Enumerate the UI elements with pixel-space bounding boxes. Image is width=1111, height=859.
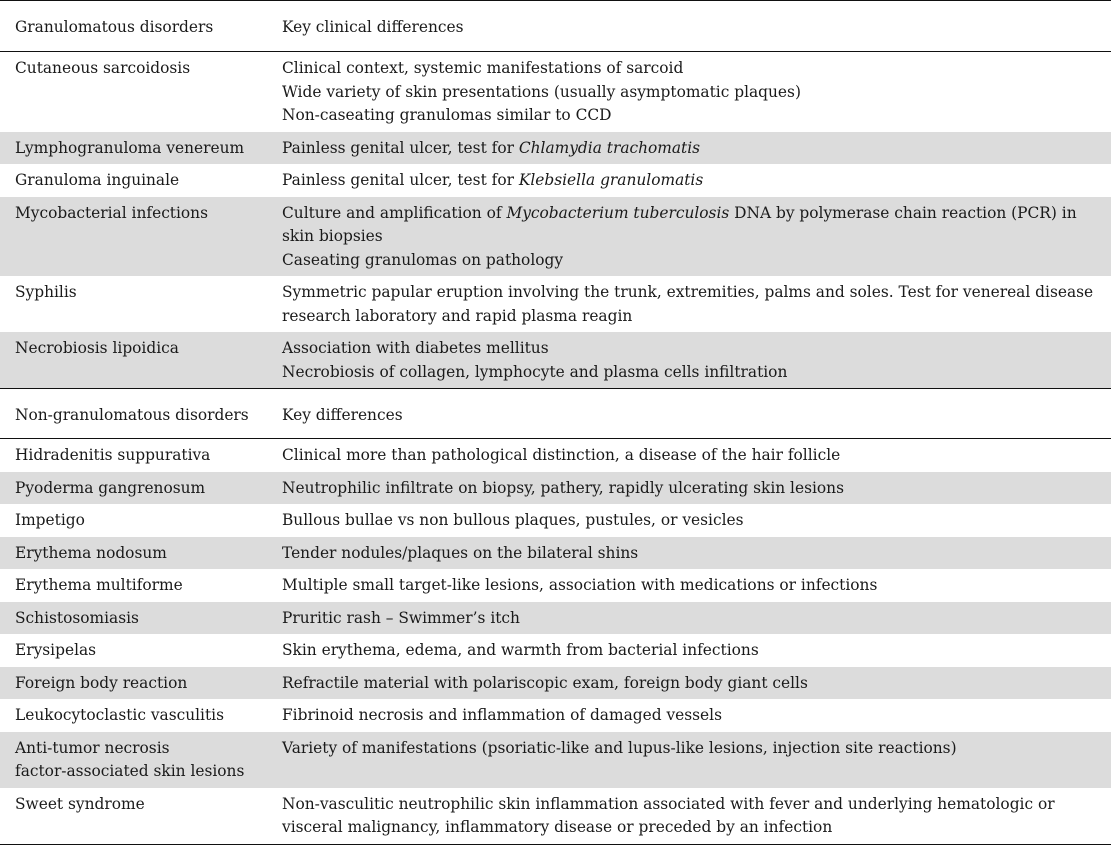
difference-line (282, 607, 1097, 631)
table-row (0, 504, 1111, 537)
differences-cell (266, 737, 1111, 784)
table-row (0, 788, 1111, 844)
differences-cell (266, 281, 1111, 328)
disorder-name: Impetigo (15, 511, 85, 529)
differences-cell (266, 202, 1111, 273)
differences-cell (266, 137, 1111, 161)
difference-text: Caseating granulomas on pathology (282, 250, 564, 269)
table-row (0, 732, 1111, 788)
difference-text: Wide variety of skin presentations (usually asymptomatic plaques) (282, 82, 801, 101)
difference-line (282, 737, 1097, 761)
differences-cell (266, 509, 1111, 533)
table-row (0, 276, 1111, 332)
difference-line (282, 81, 1097, 105)
disorder-name: Necrobiosis lipoidica (15, 339, 179, 357)
disorder-name-cell (0, 444, 266, 468)
disorder-name: Lymphogranuloma venereum (15, 138, 245, 157)
disorder-name: Pyoderma gangrenosum (15, 478, 206, 497)
disorder-name-cell (0, 337, 266, 384)
difference-text: Painless genital ulcer, test for (282, 138, 519, 157)
organism-name: Klebsiella granulomatis (518, 171, 704, 189)
disorder-name: Granuloma inguinale (15, 171, 180, 189)
section-header-row (0, 388, 1111, 439)
differences-cell (266, 542, 1111, 566)
disorder-name: Erythema multiforme (15, 576, 183, 594)
difference-text: Refractile material with polariscopic exam, foreign body giant cells (282, 673, 808, 692)
difference-line (282, 337, 1097, 361)
difference-line (282, 104, 1097, 128)
table-row (0, 52, 1111, 132)
difference-line (282, 639, 1097, 663)
disorder-name-cell (0, 477, 266, 501)
disorder-name-cell (0, 704, 266, 728)
disorder-name-cell (0, 607, 266, 631)
disorder-name: Sweet syndrome (15, 794, 145, 813)
difference-text: Fibrinoid necrosis and inflammation of damaged vessels (282, 706, 722, 724)
differences-cell (266, 704, 1111, 728)
disorder-name-cell (0, 202, 266, 273)
differences-cell (266, 607, 1111, 631)
difference-line (282, 281, 1097, 328)
disorder-name: Erythema nodosum (15, 543, 167, 562)
difference-text: Non-vasculitic neutrophilic skin inflammation associated with fever and underlying hematologic or visceral malignancy, inflammatory disease or preceded by an infection (282, 794, 1055, 836)
difference-text: Bullous bullae vs non bullous plaques, pustules, or vesicles (282, 511, 744, 529)
difference-text: Clinical more than pathological distinction, a disease of the hair follicle (282, 446, 841, 464)
column-header-differences: Key differences (282, 405, 403, 424)
difference-line (282, 137, 1097, 161)
table-row (0, 569, 1111, 602)
difference-line (282, 202, 1097, 249)
differences-cell (266, 574, 1111, 598)
disorder-name-cell (0, 793, 266, 840)
difference-text: Culture and amplification of (282, 203, 507, 222)
disorder-name: Leukocytoclastic vasculitis (15, 706, 224, 724)
difference-line (282, 169, 1097, 193)
column-header-disorder: Non-granulomatous disorders (15, 405, 249, 424)
differences-cell (266, 639, 1111, 663)
disorder-name-cell (0, 169, 266, 193)
difference-text: Multiple small target-like lesions, association with medications or infections (282, 576, 878, 594)
column-header-differences: Key clinical differences (282, 18, 464, 36)
difference-text: Pruritic rash – Swimmer’s itch (282, 608, 520, 627)
table-row (0, 132, 1111, 165)
table-row (0, 439, 1111, 472)
difference-line (282, 249, 1097, 273)
difference-line (282, 477, 1097, 501)
difference-text: Neutrophilic infiltrate on biopsy, pathery, rapidly ulcerating skin lesions (282, 478, 844, 497)
column-header-disorder: Granulomatous disorders (15, 18, 214, 36)
disorder-name: Hidradenitis suppurativa (15, 446, 211, 464)
difference-text: Non-caseating granulomas similar to CCD (282, 106, 612, 124)
table-row (0, 602, 1111, 635)
disorder-name-cell (0, 542, 266, 566)
organism-name: Mycobacterium tuberculosis (506, 203, 730, 222)
table-row (0, 667, 1111, 700)
disorder-name-cell (0, 57, 266, 128)
disorder-name: factor-associated skin lesions (15, 762, 245, 780)
difference-line (282, 542, 1097, 566)
disorder-name: Erysipelas (15, 641, 97, 659)
disorder-name-cell (0, 509, 266, 533)
table-row (0, 164, 1111, 197)
section-header-row (0, 1, 1111, 52)
disorder-name-cell (0, 137, 266, 161)
difference-text: Association with diabetes mellitus (282, 339, 549, 357)
disorder-name: Anti-tumor necrosis (15, 738, 170, 757)
differences-cell (266, 57, 1111, 128)
table-row (0, 472, 1111, 505)
disorder-name-cell (0, 574, 266, 598)
differences-cell (266, 477, 1111, 501)
table-row (0, 332, 1111, 388)
difference-text: Tender nodules/plaques on the bilateral shins (282, 543, 639, 562)
difference-line (282, 57, 1097, 81)
difference-line (282, 793, 1097, 840)
disorder-name: Cutaneous sarcoidosis (15, 59, 191, 77)
disorder-name-cell (0, 737, 266, 784)
disorder-name: Schistosomiasis (15, 608, 139, 627)
differences-cell (266, 793, 1111, 840)
differences-cell (266, 169, 1111, 193)
differences-cell (266, 337, 1111, 384)
disorder-name-cell (0, 672, 266, 696)
difference-line (282, 444, 1097, 468)
disorder-name: Mycobacterial infections (15, 203, 208, 222)
difference-text: Clinical context, systemic manifestations of sarcoid (282, 59, 684, 77)
difference-text: Variety of manifestations (psoriatic-like and lupus-like lesions, injection site reactions) (282, 738, 957, 757)
table-row (0, 537, 1111, 570)
difference-line (282, 704, 1097, 728)
organism-name: Chlamydia trachomatis (518, 138, 701, 157)
differences-cell (266, 672, 1111, 696)
table-row (0, 197, 1111, 277)
disorder-name-cell (0, 639, 266, 663)
difference-text: Painless genital ulcer, test for (282, 171, 519, 189)
difference-text: Necrobiosis of collagen, lymphocyte and plasma cells infiltration (282, 362, 788, 381)
differences-cell (266, 444, 1111, 468)
disorder-name-cell (0, 281, 266, 328)
difference-line (282, 672, 1097, 696)
difference-line (282, 361, 1097, 385)
table-row (0, 634, 1111, 667)
table-row (0, 699, 1111, 732)
disorder-name: Syphilis (15, 283, 77, 301)
difference-text: Skin erythema, edema, and warmth from bacterial infections (282, 641, 759, 659)
disorder-name: Foreign body reaction (15, 673, 188, 692)
difference-line (282, 509, 1097, 533)
difference-line (282, 574, 1097, 598)
difference-text: Symmetric papular eruption involving the trunk, extremities, palms and soles. Test for venereal disease research laboratory and rapid plasma reagin (282, 283, 1094, 325)
difference-text: DNA by polymerase chain reaction (PCR) in skin biopsies (282, 203, 1077, 245)
